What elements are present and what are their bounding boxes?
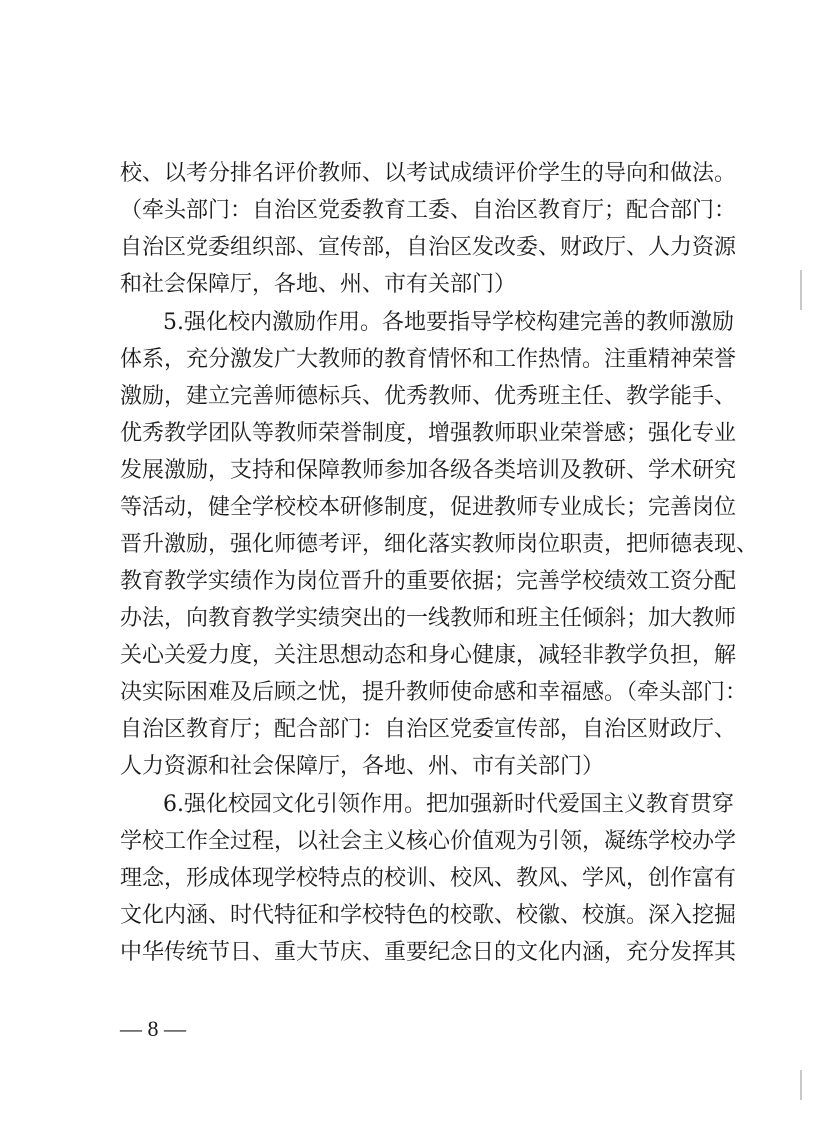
text-line: （牵头部门：自治区党委教育工委、自治区教育厅；配合部门：	[120, 198, 737, 223]
text-line: 中华传统节日、重大节庆、重要纪念日的文化内涵，充分发挥其	[120, 940, 737, 965]
text-line: 体系，充分激发广大教师的教育情怀和工作热情。注重精神荣誉	[120, 347, 737, 372]
text-line: 关心关爱力度，关注思想动态和身心健康，减轻非教学负担，解	[120, 643, 737, 668]
text-line: 晋升激励，强化师德考评，细化落实教师岗位职责，把师德表现、	[120, 532, 759, 557]
text-line: 发展激励，支持和保障教师参加各级各类培训及教研、学术研究	[120, 458, 737, 483]
page-number: — 8 —	[120, 1016, 186, 1041]
text-line: 人力资源和社会保障厅，各地、州、市有关部门）	[120, 754, 605, 779]
text-line: 文化内涵、时代特征和学校特色的校歌、校徽、校旗。深入挖掘	[120, 903, 737, 928]
text-line: 和社会保障厅，各地、州、市有关部门）	[120, 272, 517, 297]
text-line: 决实际困难及后顾之忧，提升教师使命感和幸福感。（牵头部门：	[120, 680, 748, 705]
text-line: 优秀教学团队等教师荣誉制度，增强教师职业荣誉感；强化专业	[120, 421, 737, 446]
text-line: 办法，向教育教学实绩突出的一线教师和班主任倾斜；加大教师	[120, 606, 737, 631]
text-line: 教育教学实绩作为岗位晋升的重要依据；完善学校绩效工资分配	[120, 569, 737, 594]
text-line: 自治区教育厅；配合部门：自治区党委宣传部，自治区财政厅、	[120, 717, 737, 742]
text-line: 自治区党委组织部、宣传部，自治区发改委、财政厅、人力资源	[120, 235, 737, 260]
scan-edge-mark	[800, 270, 802, 310]
paragraph-heading-line: 5.强化校内激励作用。各地要指导学校构建完善的教师激励	[163, 310, 734, 335]
text-line: 激励，建立完善师德标兵、优秀教师、优秀班主任、教学能手、	[120, 384, 737, 409]
paragraph-heading-line: 6.强化校园文化引领作用。把加强新时代爱国主义教育贯穿	[163, 792, 734, 817]
text-line: 等活动，健全学校校本研修制度，促进教师专业成长；完善岗位	[120, 495, 737, 520]
text-line: 校、以考分排名评价教师、以考试成绩评价学生的导向和做法。	[120, 161, 737, 186]
text-line: 学校工作全过程，以社会主义核心价值观为引领，凝练学校办学	[120, 829, 737, 854]
scan-edge-mark	[800, 1070, 802, 1100]
text-line: 理念，形成体现学校特点的校训、校风、教风、学风，创作富有	[120, 866, 737, 891]
